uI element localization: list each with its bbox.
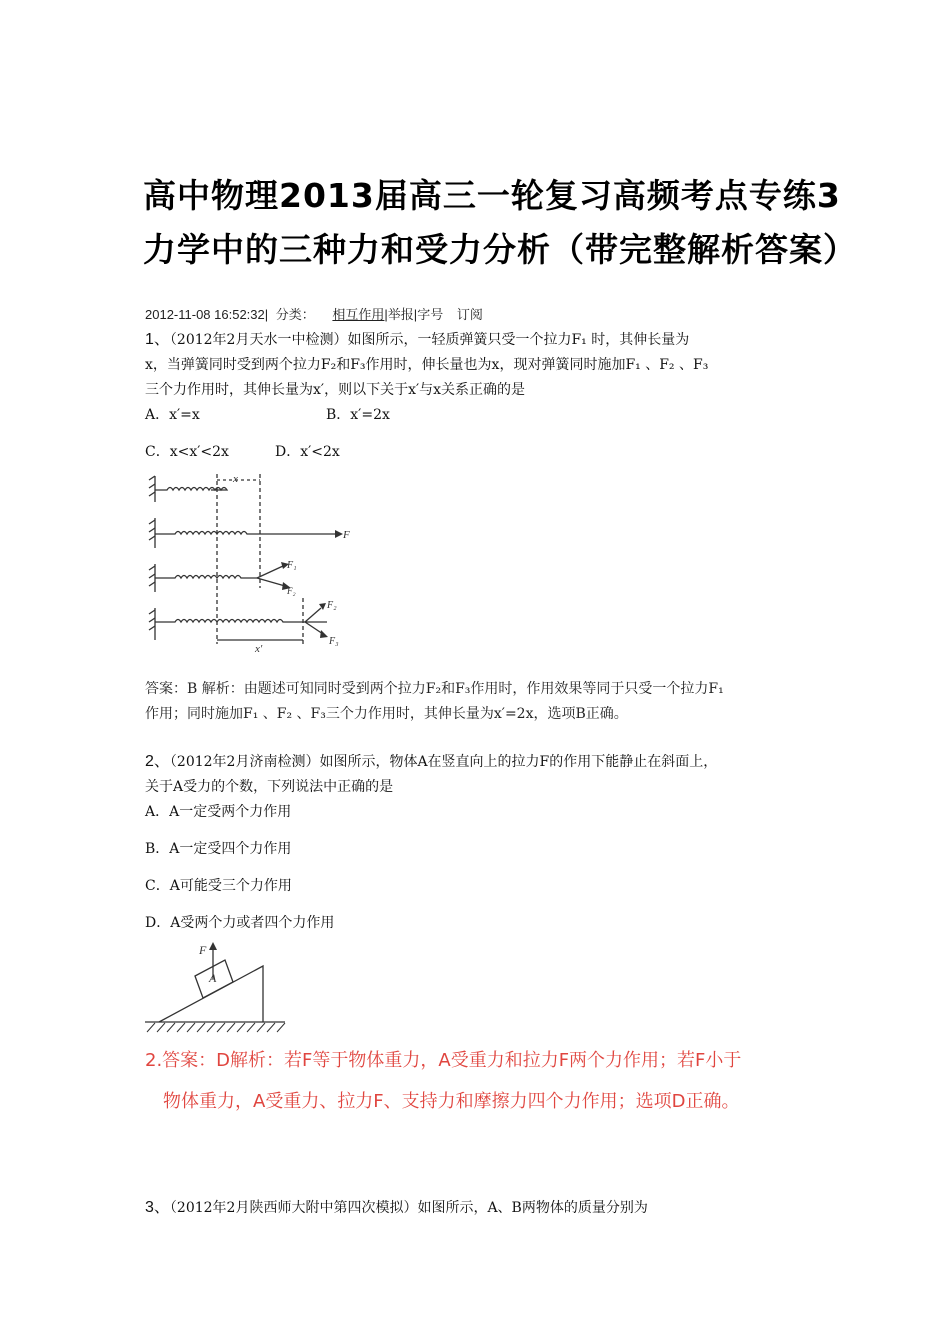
q2-fig-a-label: A <box>209 971 217 985</box>
q2-option-a: A．A一定受两个力作用 <box>145 804 292 820</box>
q2-text-1: （2012年2月济南检测）如图所示，物体A在竖直向上的拉力F的作用下能静止在斜面上， <box>169 754 718 770</box>
q2-line-1 <box>145 752 717 772</box>
q1-line-3: 三个力作用时，其伸长量为x′，则以下关于x′与x关系正确的是 <box>145 382 526 398</box>
q1-option-c: C．x<x′<2x <box>145 444 229 460</box>
font-size-link[interactable]: 字号 <box>417 307 444 322</box>
q1-fig-f-label: F <box>343 529 350 541</box>
q1-fig-f2-label-a: F₂ <box>287 586 296 596</box>
report-link[interactable]: |举报| <box>384 307 418 322</box>
q1-fig-f2-label-b: F₂ <box>327 600 337 611</box>
q1-fig-f3-label: F₃ <box>329 636 339 647</box>
q3-text-1: （2012年2月陕西师大附中第四次模拟）如图所示，A、B两物体的质量分别为 <box>169 1200 648 1216</box>
q1-spring-figure <box>145 468 375 658</box>
q1-number: 1、 <box>145 331 170 348</box>
subscribe-link[interactable]: 订阅 <box>456 307 483 322</box>
page-title-line-2: 力学中的三种力和受力分析（带完整解析答案） <box>143 230 857 269</box>
q2-fig-f-label: F <box>199 943 207 957</box>
q2-line-2: 关于A受力的个数，下列说法中正确的是 <box>145 779 394 795</box>
category-label: 分类： <box>275 307 315 322</box>
q1-option-a: A．x′=x <box>145 407 200 423</box>
q1-text-1: （2012年2月天水一中检测）如图所示，一轻质弹簧只受一个拉力F₁ 时，其伸长量为 <box>169 332 690 348</box>
q2-option-b: B．A一定受四个力作用 <box>145 841 292 857</box>
page-title-line-1: 高中物理2013届高三一轮复习高频考点专练3 <box>143 176 841 215</box>
post-datetime: 2012-11-08 16:52:32| <box>145 307 269 322</box>
q2-option-c: C．A可能受三个力作用 <box>145 878 292 894</box>
q2-number: 2、 <box>145 753 170 770</box>
post-meta <box>145 304 483 323</box>
q3-line-1 <box>145 1198 648 1218</box>
q1-option-b: B．x′=2x <box>326 407 390 423</box>
q1-answer-line-1: 答案：B 解析：由题述可知同时受到两个拉力F₂和F₃作用时，作用效果等同于只受一个拉力F₁ <box>145 681 724 697</box>
q1-answer-line-2: 作用；同时施加F₁ 、F₂ 、F₃三个力作用时，其伸长量为x′=2x，选项B正确。 <box>145 706 628 722</box>
q1-option-d: D．x′<2x <box>275 444 340 460</box>
category-link[interactable]: 相互作用 <box>332 307 385 322</box>
q1-line-1 <box>145 330 689 350</box>
q2-incline-figure <box>143 940 288 1036</box>
q1-fig-f1-label: F₁ <box>287 560 297 571</box>
q3-number: 3、 <box>145 1199 170 1216</box>
q1-fig-x-label: x <box>233 473 238 485</box>
q1-line-2: x，当弹簧同时受到两个拉力F₂和F₃作用时，伸长量也为x，现对弹簧同时施加F₁ 、F₂ 、F₃ <box>145 357 709 373</box>
q2-option-d: D．A受两个力或者四个力作用 <box>145 915 335 931</box>
q1-fig-xprime-label: x′ <box>255 643 263 655</box>
q2-answer-line-1: 2.答案：D解析：若F等于物体重力，A受重力和拉力F两个力作用；若F小于 <box>145 1050 742 1071</box>
q2-answer-line-2: 物体重力，A受重力、拉力F、支持力和摩擦力四个力作用；选项D正确。 <box>163 1091 740 1112</box>
